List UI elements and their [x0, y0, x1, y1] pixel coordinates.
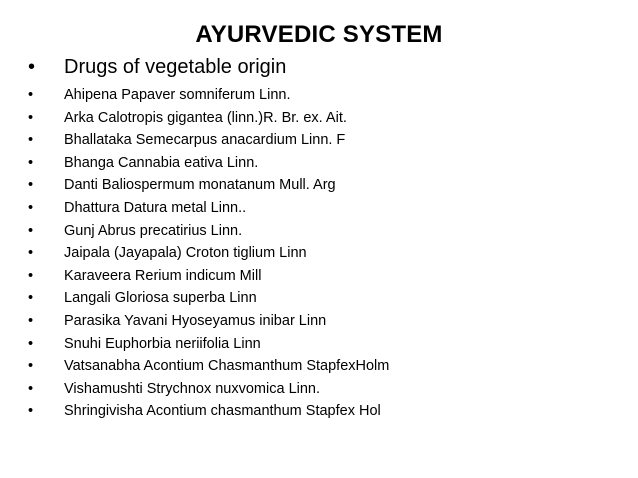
list-item-text: Arka Calotropis gigantea (linn.)R. Br. ex. Ait.: [64, 109, 347, 126]
list-item: [28, 152, 389, 175]
list-item-text: Bhanga Cannabia eativa Linn.: [64, 154, 259, 171]
list-item-text: Jaipala (Jayapala) Croton tiglium Linn: [64, 245, 307, 262]
list-item: [28, 220, 389, 243]
list-item: [28, 174, 389, 197]
list-item: [28, 355, 389, 378]
bullet-icon: •: [28, 403, 34, 420]
bullet-icon: •: [28, 335, 34, 352]
list-item-text: Vatsanabha Acontium Chasmanthum StapfexHolm: [64, 358, 390, 375]
list-item-text: Gunj Abrus precatirius Linn.: [64, 222, 243, 239]
list-item: [28, 107, 389, 130]
bullet-icon: •: [28, 87, 34, 103]
bullet-icon: •: [28, 358, 34, 375]
list-item-text: Danti Baliospermum monatanum Mull. Arg: [64, 177, 336, 194]
bullet-icon: •: [28, 132, 34, 149]
list-item: [28, 242, 389, 265]
list-item: [28, 378, 389, 401]
list-item-text: Vishamushti Strychnox nuxvomica Linn.: [64, 380, 321, 397]
main-list-item: [28, 54, 286, 81]
bullet-icon: •: [28, 312, 34, 329]
list-item: [28, 333, 389, 356]
drug-list: [28, 84, 389, 423]
bullet-icon: •: [28, 56, 36, 78]
list-item-text: Karaveera Rerium indicum Mill: [64, 267, 262, 284]
bullet-icon: •: [28, 380, 34, 397]
bullet-icon: •: [28, 109, 34, 126]
bullet-icon: •: [28, 222, 34, 239]
list-item-text: Bhallataka Semecarpus anacardium Linn. F: [64, 132, 346, 149]
list-item-text: Dhattura Datura metal Linn..: [64, 199, 247, 216]
list-item: [28, 287, 389, 310]
bullet-icon: •: [28, 154, 34, 171]
main-point-text: Drugs of vegetable origin: [64, 56, 287, 78]
list-item: [28, 310, 389, 333]
list-item: [28, 197, 389, 220]
list-item: [28, 129, 389, 152]
list-item-text: Shringivisha Acontium chasmanthum Stapfex Hol: [64, 403, 381, 420]
list-item-text: Langali Gloriosa superba Linn: [64, 290, 257, 307]
list-item-text: Parasika Yavani Hyoseyamus inibar Linn: [64, 312, 327, 329]
slide-title: AYURVEDIC SYSTEM: [195, 21, 443, 48]
list-item-text: Snuhi Euphorbia neriifolia Linn: [64, 335, 261, 352]
bullet-icon: •: [28, 267, 34, 284]
bullet-icon: •: [28, 245, 34, 262]
list-item-text: Ahipena Papaver somniferum Linn.: [64, 87, 291, 103]
list-item: [28, 265, 389, 288]
list-item: [28, 400, 389, 423]
list-item: [28, 84, 389, 107]
bullet-icon: •: [28, 199, 34, 216]
bullet-icon: •: [28, 290, 34, 307]
main-bullet-list: [28, 54, 286, 81]
bullet-icon: •: [28, 177, 34, 194]
